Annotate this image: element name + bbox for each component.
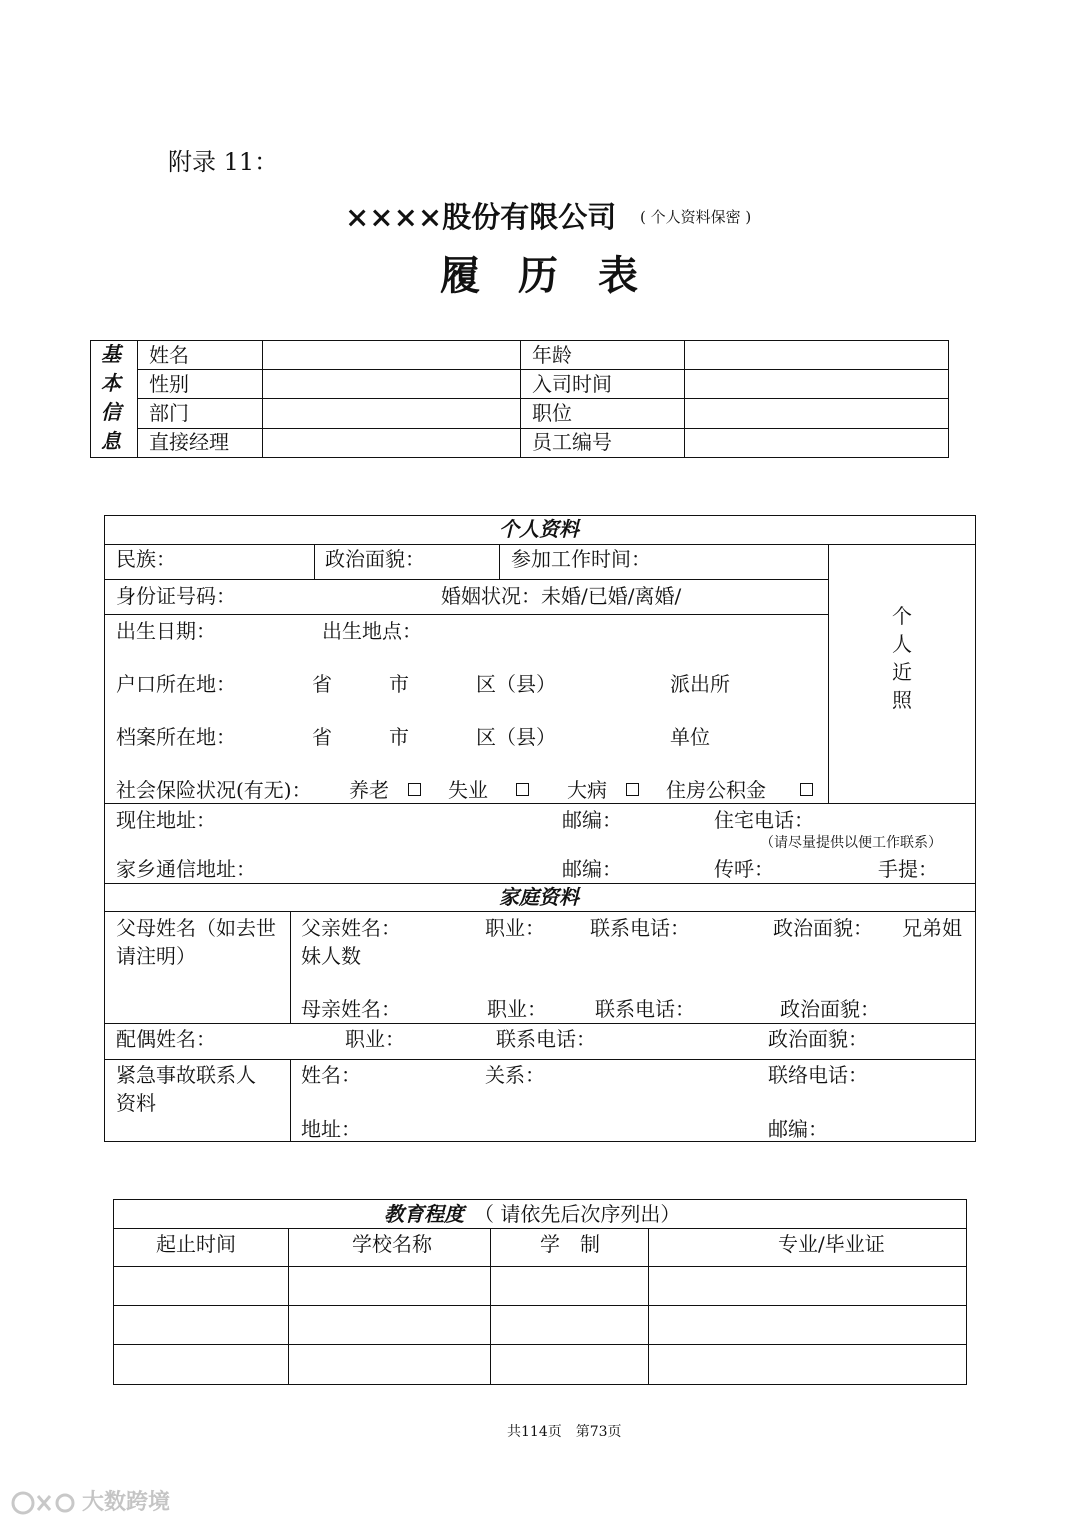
label-work-start: 参加工作时间： (511, 547, 651, 571)
emergency-label-line2: 资料 (116, 1091, 156, 1115)
insurance-unemployment-label: 失业 (448, 778, 488, 802)
label-department: 部门 (149, 401, 189, 425)
label-siblings-b: 妹人数 (301, 944, 361, 968)
join-date-field[interactable] (686, 371, 947, 397)
label-marital: 婚姻状况：未婚/已婚/离婚/ (441, 584, 682, 608)
label-emergency-phone: 联络电话： (768, 1063, 868, 1087)
label-home-phone: 住宅电话： (714, 808, 814, 832)
label-father-phone: 联系电话： (590, 916, 690, 940)
label-hukou: 户口所在地： (116, 672, 236, 696)
insurance-housing-fund-label: 住房公积金 (666, 778, 766, 802)
label-emergency-relation: 关系： (485, 1063, 545, 1087)
label-emergency-postcode: 邮编： (768, 1117, 828, 1141)
watermark-logo (10, 1490, 78, 1516)
label-mother-political: 政治面貌： (780, 997, 880, 1021)
col-period: 起止时间 (156, 1232, 236, 1256)
label-manager: 直接经理 (149, 430, 229, 454)
label-emergency-address: 地址： (301, 1117, 361, 1141)
archive-city: 市 (389, 725, 409, 749)
hukou-police-station: 派出所 (670, 672, 730, 696)
education-header: 教育程度 (384, 1202, 464, 1226)
title-char-2: 历 (518, 252, 558, 299)
insurance-illness-label: 大病 (567, 778, 607, 802)
photo-label-1: 个 (892, 604, 912, 628)
archive-district: 区（县） (476, 725, 556, 749)
label-mobile: 手提： (878, 857, 938, 881)
label-political: 政治面貌： (325, 547, 425, 571)
photo-label-4: 照 (892, 688, 912, 712)
label-join-date: 入司时间 (532, 372, 612, 396)
insurance-pension-label: 养老 (349, 778, 389, 802)
appendix-label: 附录 11： (168, 148, 279, 176)
confidential-note: ( 个人资料保密 ) (640, 208, 752, 226)
name-field[interactable] (264, 342, 518, 368)
label-spouse-political: 政治面貌： (768, 1027, 868, 1051)
label-spouse-phone: 联系电话： (496, 1027, 596, 1051)
label-id-number: 身份证号码： (116, 584, 236, 608)
insurance-unemployment-checkbox[interactable] (516, 783, 529, 796)
label-postcode: 邮编： (562, 808, 622, 832)
col-major: 专业/毕业证 (778, 1232, 885, 1256)
label-birth-place: 出生地点： (322, 619, 422, 643)
archive-unit: 单位 (670, 725, 710, 749)
photo-label-2: 人 (892, 632, 912, 656)
label-archive: 档案所在地： (116, 725, 236, 749)
manager-field[interactable] (264, 430, 518, 456)
insurance-housing-fund-checkbox[interactable] (800, 783, 813, 796)
label-hometown-address: 家乡通信地址： (116, 857, 256, 881)
label-birth-date: 出生日期： (116, 619, 216, 643)
insurance-illness-checkbox[interactable] (626, 783, 639, 796)
label-spouse-job: 职业： (345, 1027, 405, 1051)
label-emergency-name: 姓名： (301, 1063, 361, 1087)
hukou-city: 市 (389, 672, 409, 696)
label-ethnicity: 民族： (116, 547, 176, 571)
photo-label-3: 近 (892, 660, 912, 684)
phone-note: （请尽量提供以便工作联系） (760, 835, 942, 851)
personal-header: 个人资料 (499, 517, 579, 541)
label-current-address: 现住地址： (116, 808, 216, 832)
label-father-name: 父亲姓名： (301, 916, 401, 940)
emergency-label-line1: 紧急事故联系人 (116, 1063, 256, 1087)
education-header-note: （ 请依先后次序列出） (474, 1202, 681, 1226)
hukou-district: 区（县） (476, 672, 556, 696)
label-insurance: 社会保险状况(有无)： (116, 778, 312, 802)
side-label-4: 息 (101, 429, 121, 453)
label-pager: 传呼： (714, 857, 774, 881)
label-age: 年龄 (532, 343, 572, 367)
title-char-1: 履 (440, 252, 480, 299)
company-name: ××××股份有限公司 (345, 200, 617, 234)
watermark-text: 大数跨境 (82, 1490, 171, 1515)
archive-province: 省 (312, 725, 332, 749)
side-label-3: 信 (101, 400, 121, 424)
department-field[interactable] (264, 400, 518, 426)
label-employee-id: 员工编号 (532, 430, 612, 454)
label-mother-job: 职业： (487, 997, 547, 1021)
label-father-job: 职业： (485, 916, 545, 940)
gender-field[interactable] (264, 371, 518, 397)
label-name: 姓名 (149, 343, 189, 367)
employee-id-field[interactable] (686, 430, 947, 456)
education-row-2[interactable] (115, 1307, 965, 1343)
title-char-3: 表 (598, 252, 638, 299)
col-school: 学校名称 (352, 1232, 432, 1256)
insurance-pension-checkbox[interactable] (408, 783, 421, 796)
education-row-3[interactable] (115, 1346, 965, 1383)
parents-label-line1: 父母姓名（如去世 (116, 916, 276, 940)
label-postcode-2: 邮编： (562, 857, 622, 881)
page-footer: 共114页 第73页 (507, 1424, 622, 1440)
label-siblings-a: 兄弟姐 (902, 916, 962, 940)
label-gender: 性别 (149, 372, 189, 396)
label-mother-name: 母亲姓名： (301, 997, 401, 1021)
side-label-1: 基 (101, 342, 121, 366)
family-header: 家庭资料 (499, 885, 579, 909)
label-spouse-name: 配偶姓名： (116, 1027, 216, 1051)
label-position: 职位 (532, 401, 572, 425)
hukou-province: 省 (312, 672, 332, 696)
parents-label-line2: 请注明） (116, 944, 196, 968)
side-label-2: 本 (101, 371, 121, 395)
col-duration: 学 制 (540, 1232, 600, 1256)
label-father-political: 政治面貌： (773, 916, 873, 940)
position-field[interactable] (686, 400, 947, 426)
age-field[interactable] (686, 342, 947, 368)
education-row-1[interactable] (115, 1268, 965, 1304)
label-mother-phone: 联系电话： (595, 997, 695, 1021)
